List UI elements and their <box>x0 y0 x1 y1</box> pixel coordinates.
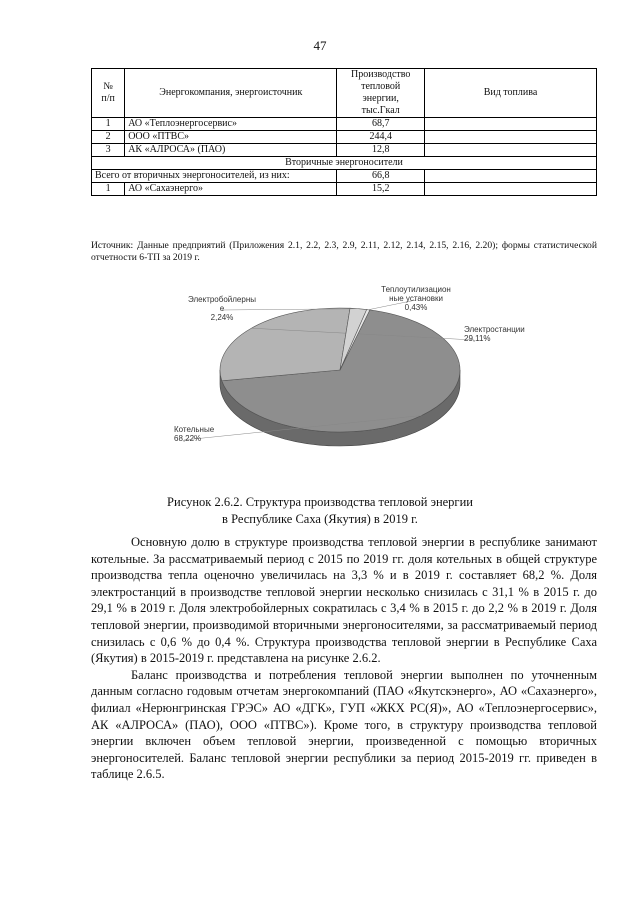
row-num: 1 <box>92 118 125 131</box>
total-value: 66,8 <box>337 170 425 183</box>
row-value: 244,4 <box>337 131 425 144</box>
caption-line: Рисунок 2.6.2. Структура производства тепловой энергии <box>167 495 473 509</box>
row-fuel <box>424 131 596 144</box>
source-note: Источник: Данные предприятий (Приложения 2.1, 2.2, 2.3, 2.9, 2.11, 2.12, 2.14, 2.15, 2.16, 2.20); формы статистической отчетности 6-ТП за 2019 г. <box>91 240 597 263</box>
pie-label <box>188 295 256 322</box>
header-company: Энергокомпания, энергоисточник <box>125 69 337 118</box>
header-num-line: п/п <box>101 93 115 104</box>
header-production-line: энергии, <box>362 93 399 104</box>
pie-label-line: ные установки <box>389 294 443 303</box>
row-value: 68,7 <box>337 118 425 131</box>
table-row <box>92 118 597 131</box>
header-num <box>92 69 125 118</box>
row-company: АК «АЛРОСА» (ПАО) <box>125 144 337 157</box>
row-fuel <box>424 183 596 196</box>
pie-label <box>381 285 451 312</box>
energy-table <box>91 68 597 196</box>
pie-chart-svg <box>170 282 525 472</box>
row-num: 1 <box>92 183 125 196</box>
table-section-row <box>92 157 597 170</box>
pie-label-line: Электробойлерны <box>188 295 256 304</box>
header-fuel: Вид топлива <box>424 69 596 118</box>
row-num: 2 <box>92 131 125 144</box>
header-production-line: тыс.Гкал <box>361 105 400 116</box>
section-title: Вторичные энергоносители <box>92 157 597 170</box>
row-value: 15,2 <box>337 183 425 196</box>
paragraph: Баланс производства и потребления тепловой энергии выполнен по уточненным данным согласно годовым отчетам энергокомпаний (ПАО «Якутскэнерго», АО «Сахаэнерго», филиал «Нерюнгринская ГРЭС» АО «ДГК», ГУП «ЖКХ РС(Я)», АО «Теплоэнергосервис», АК «АЛРОСА» (ПАО), ООО «ПТВС»). Кроме того, в структуру производства тепловой энергии включен объем тепловой энергии, произведенной с помощью вторичных энергоносителей. Баланс тепловой энергии республики за период 2015-2019 гг. приведен в таблице 2.6.5. <box>91 667 597 782</box>
pie-chart <box>170 282 525 472</box>
header-production-line: Производство <box>350 69 411 80</box>
total-label: Всего от вторичных энергоносителей, из них: <box>92 170 337 183</box>
table-header-row <box>92 69 597 118</box>
row-company: АО «Сахаэнерго» <box>125 183 337 196</box>
pie-label-line: 0,43% <box>404 303 428 312</box>
pie-label <box>174 425 215 443</box>
row-company: АО «Теплоэнергосервис» <box>125 118 337 131</box>
table-total-row <box>92 170 597 183</box>
row-value: 12,8 <box>337 144 425 157</box>
total-fuel <box>424 170 596 183</box>
header-production-line: тепловой <box>361 81 401 92</box>
row-fuel <box>424 144 596 157</box>
body-text <box>91 534 597 783</box>
header-num-line: № <box>103 81 113 92</box>
paragraph: Основную долю в структуре производства тепловой энергии в республике занимают котельные. За рассматриваемый период с 2015 по 2019 гг. доля котельных в общей структуре производства тепла оценочно увеличилась на 3,3 % и в 2019 г. составляет 68,2 %. Доля электростанций в производстве тепловой энергии несколько снизилась с 31,1 % в 2015 г. до 29,1 % в 2019 г. Доля электробойлерных сократилась с 3,4 % в 2015 г. до 2,2 % в 2019 г. Доля тепловой энергии, производимой вторичными энергоносителями, за рассматриваемый период снизилась с 0,6 % до 0,4 %. Структура производства тепловой энергии в Республике Саха (Якутия) в 2015-2019 г. представлена на рисунке 2.6.2. <box>91 535 597 666</box>
pie-slice-электростанции <box>220 308 350 381</box>
pie-label <box>464 325 525 343</box>
table-row <box>92 183 597 196</box>
row-company: ООО «ПТВС» <box>125 131 337 144</box>
pie-label-line: Теплоутилизацион <box>381 285 451 294</box>
row-fuel <box>424 118 596 131</box>
pie-label-line: 2,24% <box>210 313 234 322</box>
table-row <box>92 131 597 144</box>
caption-line: в Республике Саха (Якутия) в 2019 г. <box>222 512 418 526</box>
pie-label-line: е <box>219 304 225 313</box>
pie-label-line: 68,22% <box>174 434 202 443</box>
pie-label-line: Котельные <box>174 425 215 434</box>
pie-label-line: Электростанции <box>464 325 525 334</box>
page-number: 47 <box>313 38 327 53</box>
table-row <box>92 144 597 157</box>
figure-caption <box>0 494 640 528</box>
header-production <box>337 69 425 118</box>
row-num: 3 <box>92 144 125 157</box>
pie-label-line: 29,11% <box>464 334 491 343</box>
